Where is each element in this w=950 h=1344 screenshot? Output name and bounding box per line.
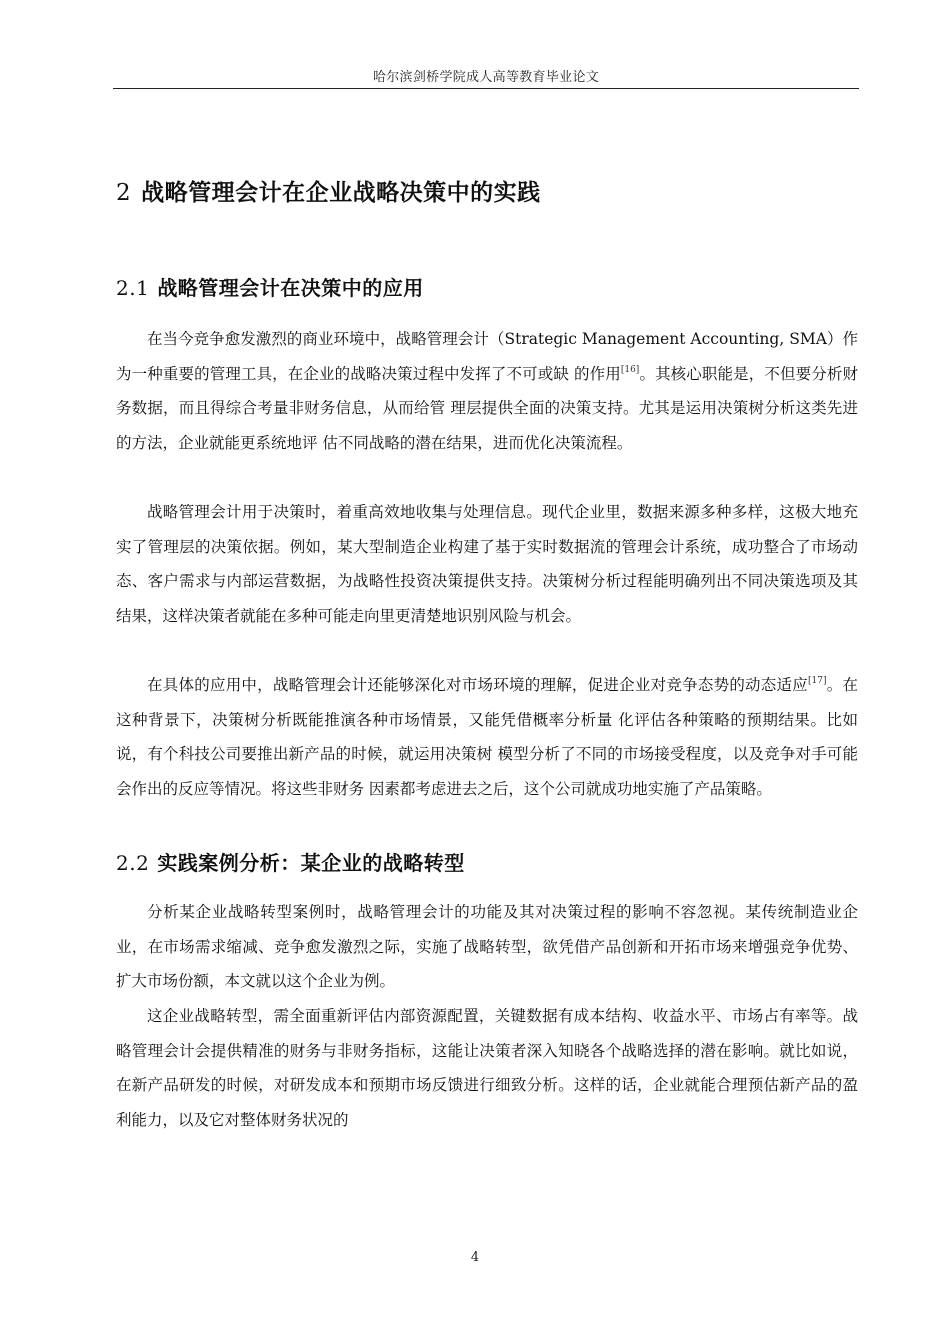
running-header: 哈尔滨剑桥学院成人高等教育毕业论文 <box>372 70 600 85</box>
chapter-title <box>116 174 541 207</box>
paragraph: 在当今竞争愈发激烈的商业环境中，战略管理会计（Strategic Management Accounting, SMA）作为一种重要的管理工具，在企业的战略决策过程中发挥了不可或缺 的作用[16]。其核心职能是，不但要分析财务数据，而且得综合考量非财务信息，从而给管 理层提供全面的决策支持。尤其是运用决策树分析这类先进的方法，企业就能更系统地评 估不同战略的潜在结果，进而优化决策流程。 <box>116 330 858 452</box>
paragraph: 分析某企业战略转型案例时，战略管理会计的功能及其对决策过程的影响不容忽视。某传统制造业企业，在市场需求缩减、竞争愈发激烈之际，实施了战略转型，欲凭借产品创新和开拓市场来增强竞争优势、扩大市场份额，本文就以这个企业为例。 <box>116 903 858 991</box>
paragraph: 在具体的应用中，战略管理会计还能够深化对市场环境的理解，促进企业对竞争态势的动态适应[17]。在这种背景下，决策树分析既能推演各种市场情景，又能凭借概率分析量 化评估各种策略的预期结果。比如说，有个科技公司要推出新产品的时候，就运用决策树 模型分析了不同的市场接受程度，以及竞争对手可能会作出的反应等情况。将这些非财务 因素都考虑进去之后，这个公司就成功地实施了产品策略。 <box>116 676 858 798</box>
citation: [17] <box>808 676 827 686</box>
chapter-number: 2 <box>116 180 132 206</box>
paragraph: 这企业战略转型，需全面重新评估内部资源配置，关键数据有成本结构、收益水平、市场占有率等。战略管理会计会提供精准的财务与非财务指标，这能让决策者深入知晓各个战略选择的潜在影响。就比如说，在新产品研发的时候，对研发成本和预期市场反馈进行细致分析。这样的话，企业就能合理预估新产品的盈利能力，以及它对整体财务状况的 <box>116 1007 858 1129</box>
header-rule <box>113 88 859 89</box>
section-title-text: 战略管理会计在决策中的应用 <box>157 276 424 300</box>
section-title-2-2 <box>116 847 465 876</box>
page-number: 4 <box>470 1250 480 1265</box>
paragraph: 战略管理会计用于决策时，着重高效地收集与处理信息。现代企业里，数据来源多种多样，这极大地充实了管理层的决策依据。例如，某大型制造企业构建了基于实时数据流的管理会计系统，成功整合了市场动态、客户需求与内部运营数据，为战略性投资决策提供支持。决策树分析过程能明确列出不同决策选项及其结果，这样决策者就能在多种可能走向里更清楚地识别风险与机会。 <box>116 503 858 625</box>
chapter-title-text: 战略管理会计在企业战略决策中的实践 <box>141 180 541 206</box>
section-number: 2.2 <box>116 851 150 875</box>
citation: [16] <box>620 364 640 375</box>
section-title-text: 实践案例分析：某企业的战略转型 <box>157 851 465 875</box>
section-title-2-1 <box>116 272 424 301</box>
section-number: 2.1 <box>116 276 150 300</box>
